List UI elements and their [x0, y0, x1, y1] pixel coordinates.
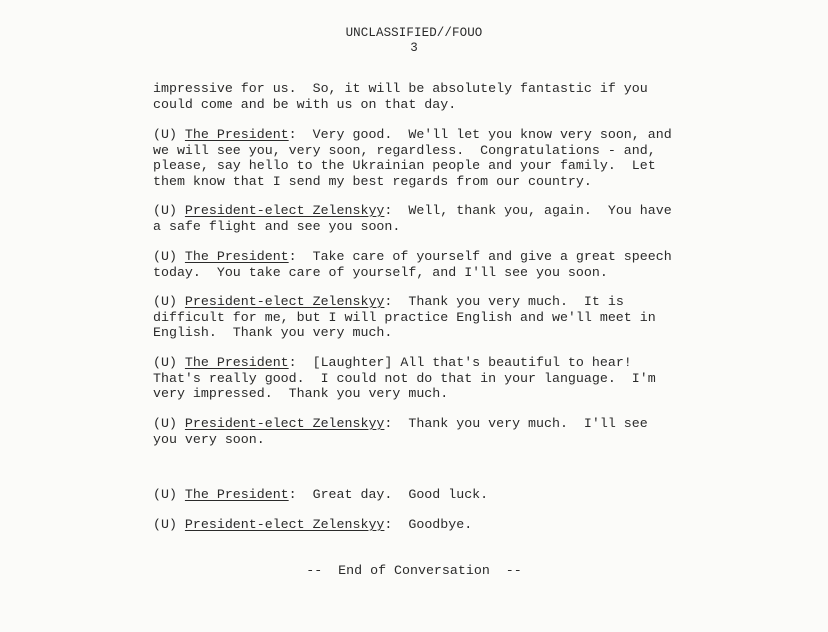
classification-portion-marking: (U)	[153, 355, 185, 370]
classification-portion-marking: (U)	[153, 249, 185, 264]
entry-line: we will see you, very soon, regardless. Congratulations - and,	[153, 142, 656, 158]
classification-portion-marking: (U)	[153, 127, 185, 142]
entry-text: : Thank you very much. It is	[384, 294, 624, 309]
entry-first-line	[153, 355, 713, 371]
entry-line: a safe flight and see you soon.	[153, 218, 401, 234]
entry-line: very impressed. Thank you very much.	[153, 386, 449, 401]
entry-text: : [Laughter] All that's beautiful to hear!	[288, 355, 632, 370]
speaker-name: President-elect Zelenskyy	[184, 294, 385, 309]
page-number: 3	[410, 41, 418, 55]
entry-first-line	[153, 203, 713, 219]
entry-text: : Great day. Good luck.	[288, 487, 489, 502]
entry-text: : Goodbye.	[384, 517, 473, 532]
classification-portion-marking: (U)	[153, 294, 185, 309]
entry-first-line	[153, 294, 713, 310]
end-of-conversation: -- End of Conversation --	[306, 563, 522, 578]
entry-line: English. Thank you very much.	[153, 325, 393, 340]
classification-portion-marking: (U)	[153, 487, 185, 502]
classification-portion-marking: (U)	[153, 203, 185, 218]
dialogue-entry	[153, 416, 713, 447]
dialogue-entry	[153, 203, 713, 234]
speaker-name: The President	[184, 487, 289, 502]
dialogue-entry	[153, 487, 713, 503]
speaker-name: The President	[184, 355, 289, 370]
entry-first-line	[153, 487, 713, 503]
dialogue-entry	[153, 127, 713, 189]
classification-portion-marking: (U)	[153, 416, 185, 431]
continuation-paragraph	[153, 81, 693, 112]
entry-line: them know that I send my best regards from our country.	[153, 173, 592, 189]
entry-text: : Take care of yourself and give a great speech	[288, 249, 672, 264]
speaker-name: President-elect Zelenskyy	[184, 203, 385, 218]
speaker-name: President-elect Zelenskyy	[184, 416, 385, 431]
continuation-line: impressive for us. So, it will be absolutely fantastic if you	[153, 81, 648, 96]
dialogue-entry	[153, 249, 713, 280]
entry-first-line	[153, 416, 713, 432]
classification-marking: UNCLASSIFIED//FOUO	[345, 26, 483, 40]
continuation-line: could come and be with us on that day.	[153, 96, 457, 112]
entry-text: : Thank you very much. I'll see	[384, 416, 648, 431]
speaker-name: The President	[184, 127, 289, 142]
entry-line: difficult for me, but I will practice English and we'll meet in	[153, 309, 656, 325]
entry-text: : Well, thank you, again. You have	[384, 203, 672, 218]
dialogue-entry	[153, 355, 713, 402]
entry-line: today. You take care of yourself, and I'll see you soon.	[153, 264, 608, 280]
entry-line: you very soon.	[153, 431, 265, 447]
entry-line: please, say hello to the Ukrainian people and your family. Let	[153, 158, 656, 173]
entry-first-line	[153, 127, 713, 143]
speaker-name: President-elect Zelenskyy	[184, 517, 385, 532]
speaker-name: The President	[184, 249, 289, 264]
entry-first-line	[153, 249, 713, 265]
dialogue-entry	[153, 294, 713, 341]
entry-text: : Very good. We'll let you know very soon, and	[288, 127, 672, 142]
dialogue-entry	[153, 517, 713, 533]
entry-first-line	[153, 517, 713, 533]
classification-portion-marking: (U)	[153, 517, 185, 532]
entry-line: That's really good. I could not do that in your language. I'm	[153, 370, 656, 386]
